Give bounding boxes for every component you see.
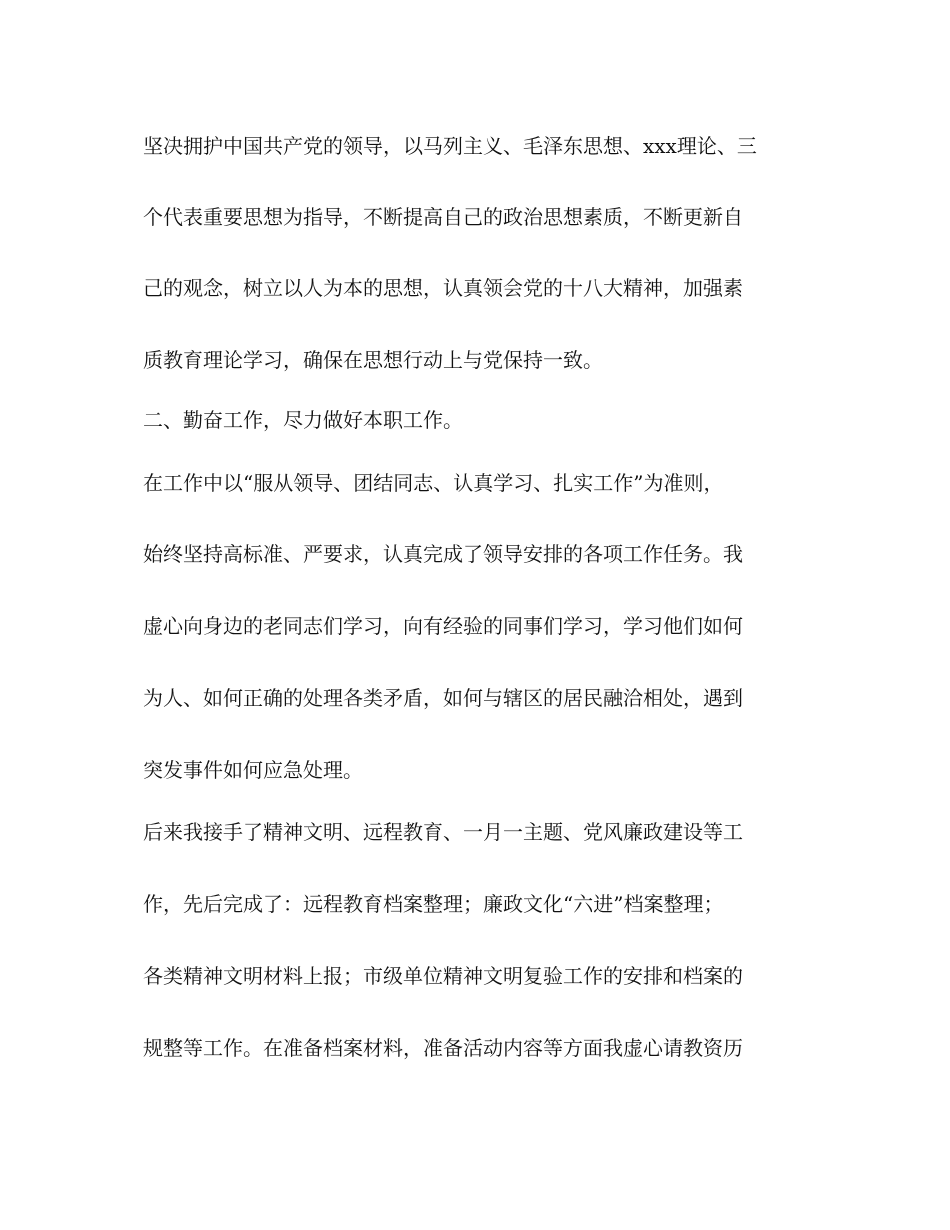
text-line-1: 坚决拥护中国共产党的领导，以马列主义、毛泽东思想、xxx理论、三 [143,134,757,158]
text-line-10: 突发事件如何应急处理。 [143,758,363,782]
text-line-13: 各类精神文明材料上报；市级单位精神文明复验工作的安排和档案的 [143,964,743,988]
text-line-3: 己的观念，树立以人为本的思想，认真领会党的十八大精神，加强素 [143,276,743,300]
text-line-7: 始终坚持高标准、严要求，认真完成了领导安排的各项工作任务。我 [143,542,743,566]
text-line-14: 规整等工作。在准备档案材料，准备活动内容等方面我虚心请教资历 [143,1036,743,1060]
text-line-12: 作，先后完成了：远程教育档案整理；廉政文化“六进”档案整理； [143,892,724,916]
section-heading-2: 二、勤奋工作，尽力做好本职工作。 [143,408,463,432]
text-line-6: 在工作中以“服从领导、团结同志、认真学习、扎实工作”为准则， [143,471,724,495]
text-line-4: 质教育理论学习，确保在思想行动上与党保持一致。 [143,348,603,372]
text-line-11: 后来我接手了精神文明、远程教育、一月一主题、党风廉政建设等工 [143,820,743,844]
text-line-9: 为人、如何正确的处理各类矛盾，如何与辖区的居民融洽相处，遇到 [143,686,743,710]
text-line-2: 个代表重要思想为指导，不断提高自己的政治思想素质，不断更新自 [143,205,743,229]
text-line-8: 虚心向身边的老同志们学习，向有经验的同事们学习，学习他们如何 [143,614,743,638]
